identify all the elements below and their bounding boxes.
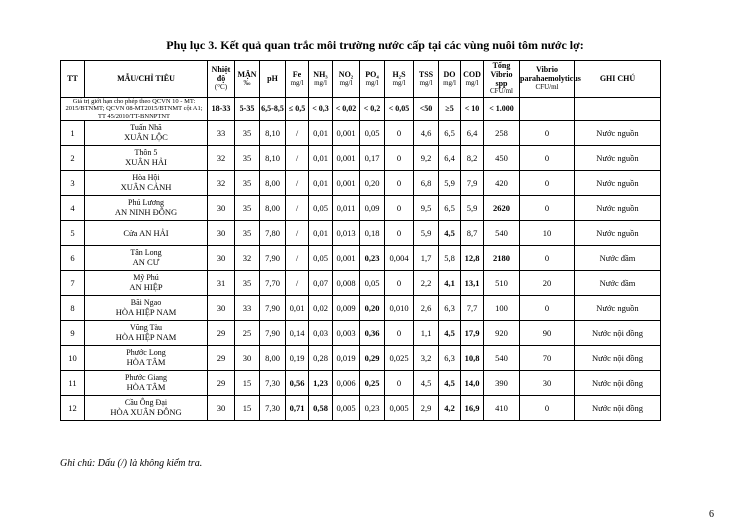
value-cell: 29: [208, 321, 235, 346]
value-cell: 17,9: [461, 321, 484, 346]
row-number: 9: [61, 321, 85, 346]
value-cell: 0,20: [360, 296, 385, 321]
value-cell: 0,58: [309, 396, 333, 421]
location-village: Vũng Tàu: [129, 323, 163, 333]
value-cell: 450: [484, 146, 520, 171]
value-cell: 30: [208, 221, 235, 246]
value-cell: 0,005: [385, 396, 414, 421]
column-header-unit: ‰: [243, 78, 251, 87]
note-cell: Nước nguồn: [575, 221, 661, 246]
note-cell: Nước nội đồng: [575, 321, 661, 346]
value-cell: /: [286, 221, 309, 246]
location-village: Phú Lương: [128, 198, 164, 208]
limit-value: [520, 98, 575, 121]
value-cell: 0,005: [333, 396, 360, 421]
limit-value: < 10: [461, 98, 484, 121]
value-cell: 10,8: [461, 346, 484, 371]
location-commune: HÒA TÂM: [126, 382, 166, 393]
column-header-unit: CFU/ml: [490, 87, 513, 96]
value-cell: 0: [520, 121, 575, 146]
value-cell: 0,006: [333, 371, 360, 396]
value-cell: 35: [235, 221, 260, 246]
value-cell: 0,02: [309, 296, 333, 321]
value-cell: 0,01: [309, 171, 333, 196]
column-header: [333, 61, 360, 98]
limit-criteria: Giá trị giới hạn cho phép theo QCVN 10 - MT: 2015/BTNMT; QCVN 08-MT2015/BTNMT cột A1; TT 45/2010/TT-BNNPTNT: [61, 98, 208, 121]
value-cell: 15: [235, 371, 260, 396]
note-cell: Nước nguồn: [575, 146, 661, 171]
value-cell: 9,2: [414, 146, 439, 171]
location-village: Mỹ Phú: [133, 273, 159, 283]
value-cell: 35: [235, 146, 260, 171]
value-cell: 0,23: [360, 246, 385, 271]
value-cell: 0,001: [333, 246, 360, 271]
column-header-label: Fe: [292, 69, 302, 79]
column-header-unit: CFU/ml: [535, 82, 559, 91]
column-header-label: Tổng Vibrio spp: [490, 60, 513, 88]
value-cell: 33: [208, 121, 235, 146]
value-cell: 0: [520, 146, 575, 171]
value-cell: 0,025: [385, 346, 414, 371]
value-cell: 7,70: [260, 271, 286, 296]
row-number: 3: [61, 171, 85, 196]
table-row: [61, 196, 661, 221]
limit-value: 18-33: [208, 98, 235, 121]
value-cell: 0,001: [333, 171, 360, 196]
value-cell: 8,00: [260, 346, 286, 371]
table-row: [61, 146, 661, 171]
value-cell: 540: [484, 346, 520, 371]
value-cell: 13,1: [461, 271, 484, 296]
value-cell: 0: [385, 196, 414, 221]
column-header: [235, 61, 260, 98]
row-number: 6: [61, 246, 85, 271]
value-cell: 0,28: [309, 346, 333, 371]
value-cell: 0,05: [360, 121, 385, 146]
footnote: Ghi chú: Dấu (/) là không kiểm tra.: [60, 458, 203, 469]
row-number: 11: [61, 371, 85, 396]
value-cell: 10: [520, 221, 575, 246]
column-header-unit: mg/l: [419, 78, 433, 87]
limit-value: 5-35: [235, 98, 260, 121]
column-header-label: MẪU/CHỈ TIÊU: [117, 73, 175, 83]
column-header-label: pH: [267, 73, 278, 83]
value-cell: 0,23: [360, 396, 385, 421]
value-cell: 1,1: [414, 321, 439, 346]
header-row: [61, 61, 661, 98]
note-cell: Nước nội đồng: [575, 346, 661, 371]
column-header: [61, 61, 85, 98]
column-header-label: NO₂: [338, 69, 354, 79]
value-cell: 7,90: [260, 246, 286, 271]
value-cell: 0,07: [309, 271, 333, 296]
location-commune: XUÂN CẢNH: [120, 182, 172, 193]
column-header: [85, 61, 208, 98]
value-cell: 0: [385, 121, 414, 146]
value-cell: 0: [520, 396, 575, 421]
sample-location: [85, 396, 208, 421]
value-cell: 20: [520, 271, 575, 296]
note-cell: Nước nội đồng: [575, 396, 661, 421]
table-row: [61, 221, 661, 246]
value-cell: 70: [520, 346, 575, 371]
column-header: [385, 61, 414, 98]
value-cell: 4,1: [439, 271, 461, 296]
column-header-label: COD: [463, 69, 481, 79]
value-cell: 0,56: [286, 371, 309, 396]
value-cell: 8,2: [461, 146, 484, 171]
limit-row: [61, 98, 661, 121]
value-cell: 7,80: [260, 221, 286, 246]
value-cell: 0,17: [360, 146, 385, 171]
value-cell: 9,5: [414, 196, 439, 221]
value-cell: 35: [235, 171, 260, 196]
limit-value: ≤ 0,5: [286, 98, 309, 121]
sample-location: [85, 121, 208, 146]
location-commune: AN HIỆP: [129, 282, 163, 293]
value-cell: 2,2: [414, 271, 439, 296]
value-cell: 0,01: [309, 146, 333, 171]
value-cell: /: [286, 171, 309, 196]
results-table: [60, 60, 661, 421]
page-number: 6: [709, 509, 714, 520]
value-cell: 5,9: [461, 196, 484, 221]
column-header-unit: mg/l: [392, 78, 406, 87]
value-cell: 0,18: [360, 221, 385, 246]
value-cell: 0: [385, 171, 414, 196]
column-header-label: H₂S: [392, 69, 406, 79]
location-village: Phước Giang: [124, 373, 168, 383]
page-title: Phụ lục 3. Kết quả quan trắc môi trường nước cấp tại các vùng nuôi tôm nước lợ:: [166, 38, 584, 52]
value-cell: 7,7: [461, 296, 484, 321]
value-cell: /: [286, 146, 309, 171]
value-cell: /: [286, 271, 309, 296]
column-header: [461, 61, 484, 98]
column-header-unit: mg/l: [465, 78, 479, 87]
note-cell: Nước nội đồng: [575, 371, 661, 396]
row-number: 7: [61, 271, 85, 296]
value-cell: 7,30: [260, 371, 286, 396]
column-header-label: NH₃: [313, 69, 328, 79]
column-header-label: MẶN: [237, 69, 257, 79]
value-cell: 4,5: [439, 221, 461, 246]
value-cell: 0: [385, 321, 414, 346]
value-cell: 8,00: [260, 196, 286, 221]
value-cell: 2180: [484, 246, 520, 271]
value-cell: 0,01: [286, 296, 309, 321]
value-cell: 0,009: [333, 296, 360, 321]
value-cell: 35: [235, 271, 260, 296]
table-row: [61, 396, 661, 421]
row-number: 12: [61, 396, 85, 421]
column-header-label: GHI CHÚ: [599, 73, 636, 83]
table-row: [61, 371, 661, 396]
limit-value: ≥5: [439, 98, 461, 121]
column-header: [414, 61, 439, 98]
column-header-label: TT: [67, 73, 78, 83]
value-cell: 7,30: [260, 396, 286, 421]
limit-value: < 0,02: [333, 98, 360, 121]
value-cell: 5,9: [439, 171, 461, 196]
column-header-label: TSS: [418, 69, 434, 79]
value-cell: 6,4: [439, 146, 461, 171]
value-cell: 0,003: [333, 321, 360, 346]
location-commune: AN NINH ĐÔNG: [114, 207, 178, 218]
value-cell: /: [286, 121, 309, 146]
row-number: 4: [61, 196, 85, 221]
value-cell: 15: [235, 396, 260, 421]
value-cell: 6,3: [439, 346, 461, 371]
value-cell: 5,9: [414, 221, 439, 246]
note-cell: Nước nguồn: [575, 171, 661, 196]
limit-value: < 0,05: [385, 98, 414, 121]
location-commune: XUÂN HẢI: [125, 157, 167, 168]
column-header-label: Nhiệt độ: [211, 65, 231, 84]
value-cell: 410: [484, 396, 520, 421]
value-cell: 14,0: [461, 371, 484, 396]
value-cell: 0: [385, 221, 414, 246]
location-village: Tân Long: [130, 248, 162, 258]
value-cell: 0,01: [309, 121, 333, 146]
column-header: [439, 61, 461, 98]
location-village: Hòa Hội: [132, 173, 160, 183]
location-village: Thôn 5: [134, 148, 158, 158]
sample-location: [85, 271, 208, 296]
column-header-unit: (°C): [214, 82, 228, 91]
value-cell: 0: [385, 146, 414, 171]
table-row: [61, 296, 661, 321]
value-cell: 0,05: [309, 246, 333, 271]
sample-location: [85, 246, 208, 271]
value-cell: 3,2: [414, 346, 439, 371]
location-commune: AN CƯ: [132, 257, 160, 268]
value-cell: 920: [484, 321, 520, 346]
table-row: [61, 121, 661, 146]
column-header: [484, 61, 520, 98]
value-cell: 390: [484, 371, 520, 396]
value-cell: 12,8: [461, 246, 484, 271]
limit-value: < 1.000: [484, 98, 520, 121]
value-cell: 30: [208, 396, 235, 421]
value-cell: 0,25: [360, 371, 385, 396]
value-cell: 100: [484, 296, 520, 321]
row-number: 2: [61, 146, 85, 171]
value-cell: 0,05: [360, 271, 385, 296]
location-commune: HÒA HIỆP NAM: [115, 307, 177, 318]
column-header: [309, 61, 333, 98]
value-cell: 4,5: [439, 371, 461, 396]
value-cell: 7,90: [260, 321, 286, 346]
value-cell: 6,5: [439, 196, 461, 221]
value-cell: 5,8: [439, 246, 461, 271]
location-village: Cầu Ông Đại: [124, 398, 168, 408]
value-cell: 0,011: [333, 196, 360, 221]
value-cell: 0,20: [360, 171, 385, 196]
value-cell: 540: [484, 221, 520, 246]
value-cell: 6,4: [461, 121, 484, 146]
value-cell: 0,29: [360, 346, 385, 371]
column-header-label: DO: [443, 69, 456, 79]
value-cell: 30: [208, 296, 235, 321]
value-cell: 32: [208, 171, 235, 196]
value-cell: 0,36: [360, 321, 385, 346]
value-cell: 1,23: [309, 371, 333, 396]
value-cell: 0: [520, 196, 575, 221]
column-header: [286, 61, 309, 98]
column-header-unit: mg/l: [339, 78, 353, 87]
location-commune: Cửa AN HẢI: [123, 227, 169, 238]
limit-value: <50: [414, 98, 439, 121]
column-header-unit: mg/l: [365, 78, 379, 87]
value-cell: 0: [520, 171, 575, 196]
sample-location: [85, 196, 208, 221]
sample-location: [85, 221, 208, 246]
value-cell: 2,6: [414, 296, 439, 321]
value-cell: 0,71: [286, 396, 309, 421]
location-commune: HÒA HIỆP NAM: [115, 332, 177, 343]
location-village: Phước Long: [126, 348, 166, 358]
value-cell: 0: [520, 246, 575, 271]
value-cell: 0,010: [385, 296, 414, 321]
column-header-unit: mg/l: [290, 78, 304, 87]
sample-location: [85, 346, 208, 371]
value-cell: 16,9: [461, 396, 484, 421]
value-cell: 32: [235, 246, 260, 271]
value-cell: 90: [520, 321, 575, 346]
value-cell: 0: [385, 371, 414, 396]
value-cell: 4,5: [439, 321, 461, 346]
value-cell: 0,001: [333, 121, 360, 146]
value-cell: 4,2: [439, 396, 461, 421]
column-header: [260, 61, 286, 98]
value-cell: 30: [235, 346, 260, 371]
value-cell: 0,013: [333, 221, 360, 246]
column-header-unit: mg/l: [443, 78, 456, 87]
limit-value: < 0,2: [360, 98, 385, 121]
value-cell: 30: [520, 371, 575, 396]
location-commune: HÒA XUÂN ĐÔNG: [110, 407, 182, 418]
limit-value: < 0,3: [309, 98, 333, 121]
table-row: [61, 346, 661, 371]
sample-location: [85, 146, 208, 171]
note-cell: Nước đầm: [575, 271, 661, 296]
row-number: 8: [61, 296, 85, 321]
note-cell: Nước nguồn: [575, 196, 661, 221]
value-cell: 2620: [484, 196, 520, 221]
value-cell: /: [286, 196, 309, 221]
value-cell: 420: [484, 171, 520, 196]
value-cell: 258: [484, 121, 520, 146]
value-cell: 35: [235, 121, 260, 146]
value-cell: 7,90: [260, 296, 286, 321]
sample-location: [85, 171, 208, 196]
value-cell: 30: [208, 196, 235, 221]
location-commune: HÒA TÂM: [126, 357, 166, 368]
value-cell: 29: [208, 371, 235, 396]
column-header-unit: mg/l: [314, 78, 327, 87]
table-row: [61, 321, 661, 346]
limit-value: [575, 98, 661, 121]
value-cell: 0,01: [309, 221, 333, 246]
value-cell: 0,09: [360, 196, 385, 221]
value-cell: 8,10: [260, 121, 286, 146]
sample-location: [85, 296, 208, 321]
table-row: [61, 271, 661, 296]
value-cell: 8,00: [260, 171, 286, 196]
location-village: Bãi Ngao: [130, 298, 162, 308]
note-cell: Nước đầm: [575, 246, 661, 271]
column-header: [520, 61, 581, 98]
value-cell: 31: [208, 271, 235, 296]
column-header: [208, 61, 235, 98]
value-cell: 0,19: [286, 346, 309, 371]
value-cell: 510: [484, 271, 520, 296]
value-cell: 0,001: [333, 146, 360, 171]
note-cell: Nước nguồn: [575, 296, 661, 321]
value-cell: 0,004: [385, 246, 414, 271]
column-header: [360, 61, 385, 98]
sample-location: [85, 321, 208, 346]
column-header: [575, 61, 661, 98]
value-cell: 0,019: [333, 346, 360, 371]
value-cell: 29: [208, 346, 235, 371]
value-cell: /: [286, 246, 309, 271]
table-row: [61, 171, 661, 196]
table-row: [61, 246, 661, 271]
sample-location: [85, 371, 208, 396]
value-cell: 0,008: [333, 271, 360, 296]
value-cell: 8,10: [260, 146, 286, 171]
location-commune: XUÂN LỘC: [124, 132, 168, 143]
note-cell: Nước nguồn: [575, 121, 661, 146]
value-cell: 2,9: [414, 396, 439, 421]
value-cell: 0: [520, 296, 575, 321]
column-header-label: Vibrio parahaemolyticus: [520, 65, 581, 84]
row-number: 5: [61, 221, 85, 246]
value-cell: 7,9: [461, 171, 484, 196]
value-cell: 8,7: [461, 221, 484, 246]
row-number: 10: [61, 346, 85, 371]
value-cell: 30: [208, 246, 235, 271]
location-village: Tuấn Nhã: [130, 123, 162, 133]
value-cell: 6,8: [414, 171, 439, 196]
value-cell: 25: [235, 321, 260, 346]
value-cell: 6,5: [439, 121, 461, 146]
value-cell: 1,7: [414, 246, 439, 271]
value-cell: 32: [208, 146, 235, 171]
row-number: 1: [61, 121, 85, 146]
value-cell: 4,6: [414, 121, 439, 146]
column-header-label: PO₄: [365, 69, 379, 79]
value-cell: 0,03: [309, 321, 333, 346]
limit-value: 6,5-8,5: [260, 98, 286, 121]
value-cell: 0,05: [309, 196, 333, 221]
value-cell: 4,5: [414, 371, 439, 396]
value-cell: 0: [385, 271, 414, 296]
value-cell: 6,3: [439, 296, 461, 321]
value-cell: 35: [235, 196, 260, 221]
value-cell: 0,14: [286, 321, 309, 346]
value-cell: 33: [235, 296, 260, 321]
